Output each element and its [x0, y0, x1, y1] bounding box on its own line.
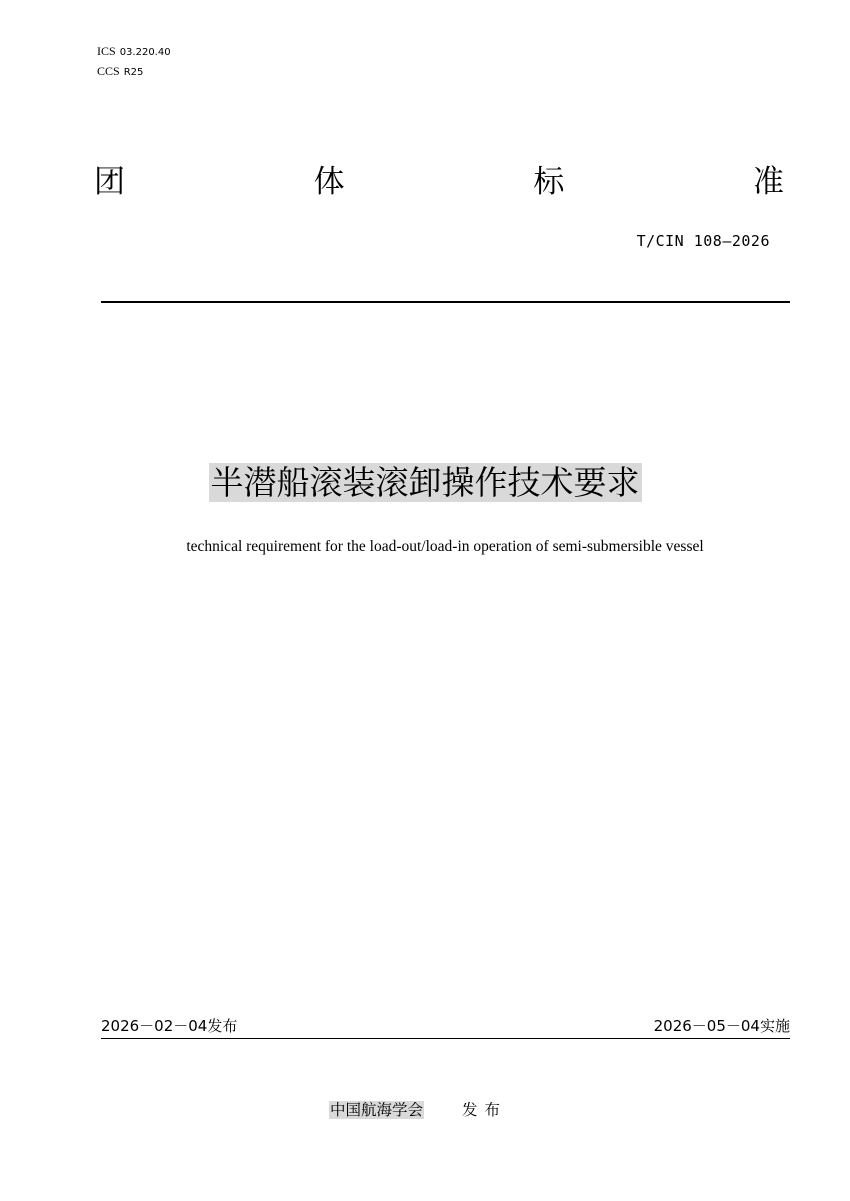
- standard-type-char: 准: [752, 164, 784, 200]
- standard-type-char: 团: [94, 164, 125, 200]
- classification-codes: [97, 42, 171, 82]
- ics-label: ICS: [97, 44, 116, 58]
- document-title-cn: [0, 458, 850, 508]
- standard-type-char: 体: [313, 164, 345, 200]
- ccs-label: CCS: [97, 64, 120, 78]
- standard-number: T/CIN 108—2026: [636, 232, 770, 250]
- footer-divider: [101, 1038, 790, 1039]
- release-date-value: 2026－02－04: [101, 1017, 208, 1035]
- release-date: [101, 1016, 237, 1036]
- ics-line: [97, 42, 171, 62]
- standard-type-heading: [94, 160, 784, 204]
- publisher-action: 发布: [462, 1101, 508, 1119]
- standard-type-char: 标: [533, 164, 565, 200]
- publisher-line: [329, 1099, 507, 1121]
- ccs-line: [97, 62, 171, 82]
- date-row: [101, 1016, 790, 1036]
- publisher-org: 中国航海学会: [330, 1101, 424, 1119]
- header-divider: [101, 301, 790, 303]
- ccs-value: R25: [123, 67, 144, 78]
- implement-date: [654, 1016, 790, 1036]
- ics-value: 03.220.40: [119, 47, 171, 58]
- release-label: 发布: [207, 1017, 238, 1035]
- document-title-cn-text: 半潜船滚装滚卸操作技术要求: [210, 463, 640, 502]
- implement-date-value: 2026－05－04: [653, 1017, 760, 1035]
- implement-label: 实施: [759, 1017, 790, 1035]
- document-title-en: technical requirement for the load-out/load-in operation of semi-submersible vessel: [186, 538, 704, 555]
